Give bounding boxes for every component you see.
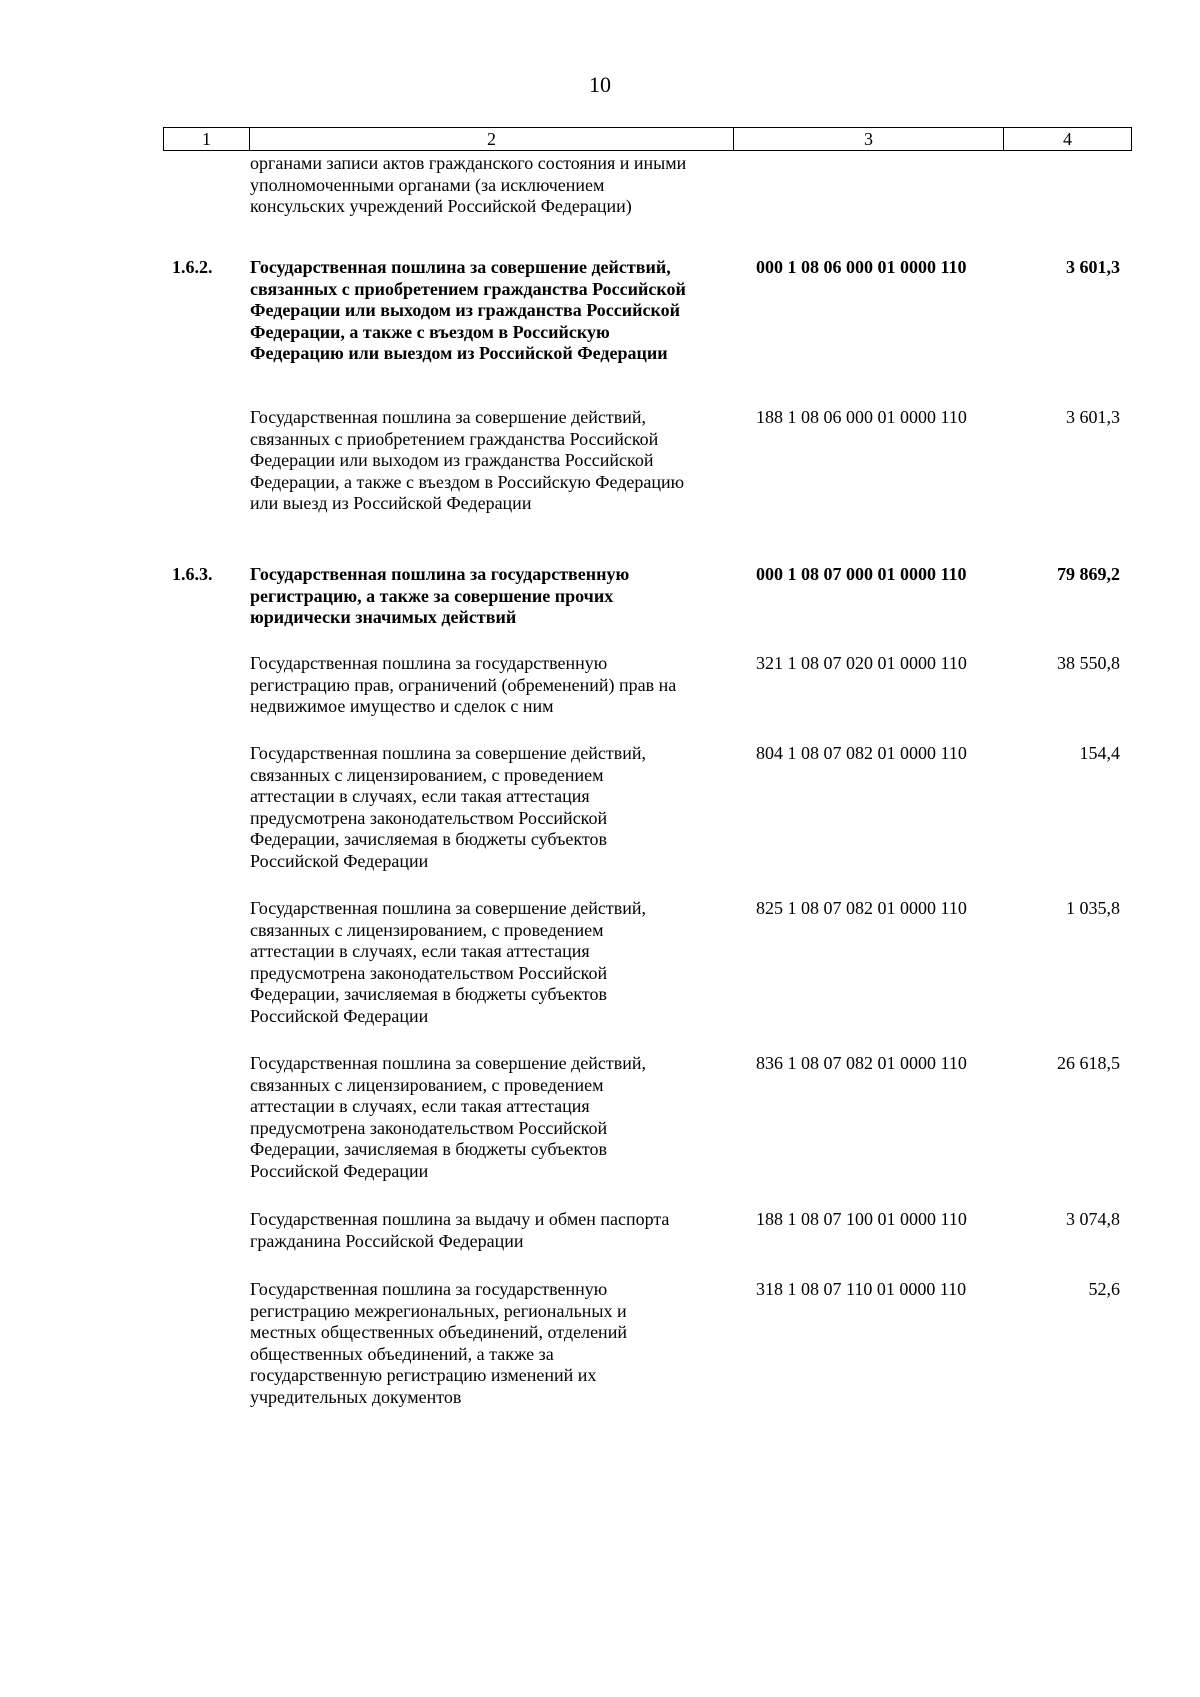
column-header-table — [163, 127, 1132, 151]
row-number: 1.6.3. — [172, 564, 213, 584]
row-code: 000 1 08 07 000 01 0000 110 — [756, 564, 967, 584]
row-code: 836 1 08 07 082 01 0000 110 — [756, 1053, 967, 1073]
row-amount: 3 601,3 — [1066, 257, 1120, 277]
row-amount: 79 869,2 — [1057, 564, 1120, 584]
row-name: Государственная пошлина за государственную регистрацию, а также за совершение прочих юридически значимых действий — [250, 564, 630, 628]
row-name: Государственная пошлина за совершение действий, связанных с лицензированием, с проведением аттестации в случаях, если такая аттестация предусмотрена законодательством Российской Федерации, зачисляемая в бюджеты субъектов Российской Федерации — [250, 743, 647, 871]
row-name: Государственная пошлина за совершение действий, связанных с лицензированием, с проведением аттестации в случаях, если такая аттестация предусмотрена законодательством Российской Федерации, зачисляемая в бюджеты субъектов Российской Федерации — [250, 898, 647, 1026]
column-header-2: 2 — [250, 128, 734, 151]
row-code: 188 1 08 06 000 01 0000 110 — [756, 407, 967, 427]
row-amount: 26 618,5 — [1057, 1053, 1120, 1073]
row-code: 825 1 08 07 082 01 0000 110 — [756, 898, 967, 918]
row-name: Государственная пошлина за государственную регистрацию прав, ограничений (обременений) прав на недвижимое имущество и сделок с ним — [250, 653, 677, 717]
row-name: органами записи актов гражданского состояния и иными уполномоченными органами (за исключением консульских учреждений Российской Федерации) — [250, 153, 687, 217]
row-amount: 38 550,8 — [1057, 653, 1120, 673]
row-name: Государственная пошлина за совершение действий, связанных с приобретением гражданства Российской Федерации или выходом из гражданства Российской Федерации, а также с въездом в Российскую Федерацию или выезд из Российской Федерации — [250, 407, 685, 514]
row-code: 318 1 08 07 110 01 0000 110 — [756, 1279, 967, 1299]
row-amount: 1 035,8 — [1066, 898, 1120, 918]
row-amount: 154,4 — [1079, 743, 1120, 763]
row-name: Государственная пошлина за совершение действий, связанных с лицензированием, с проведением аттестации в случаях, если такая аттестация предусмотрена законодательством Российской Федерации, зачисляемая в бюджеты субъектов Российской Федерации — [250, 1053, 647, 1181]
column-header-3: 3 — [734, 128, 1004, 151]
column-header-4: 4 — [1004, 128, 1132, 151]
row-amount: 3 601,3 — [1066, 407, 1120, 427]
row-name: Государственная пошлина за государственную регистрацию межрегиональных, региональных и местных общественных объединений, отделений общественных объединений, а также за государственную регистрацию изменений их учредительных документов — [250, 1279, 627, 1407]
row-code: 188 1 08 07 100 01 0000 110 — [756, 1209, 967, 1229]
row-amount: 52,6 — [1088, 1279, 1120, 1299]
page-number: 10 — [589, 72, 611, 97]
row-number: 1.6.2. — [172, 257, 213, 277]
row-amount: 3 074,8 — [1066, 1209, 1120, 1229]
column-header-1: 1 — [164, 128, 250, 151]
column-header-row — [164, 128, 1132, 151]
row-name: Государственная пошлина за совершение действий, связанных с приобретением гражданства Российской Федерации или выходом из гражданства Российской Федерации, а также с въездом в Российскую Федерацию или выездом из Российской Федерации — [250, 257, 686, 364]
row-name: Государственная пошлина за выдачу и обмен паспорта гражданина Российской Федерации — [250, 1209, 670, 1251]
row-code: 804 1 08 07 082 01 0000 110 — [756, 743, 967, 763]
row-code: 321 1 08 07 020 01 0000 110 — [756, 653, 967, 673]
row-code: 000 1 08 06 000 01 0000 110 — [756, 257, 967, 277]
